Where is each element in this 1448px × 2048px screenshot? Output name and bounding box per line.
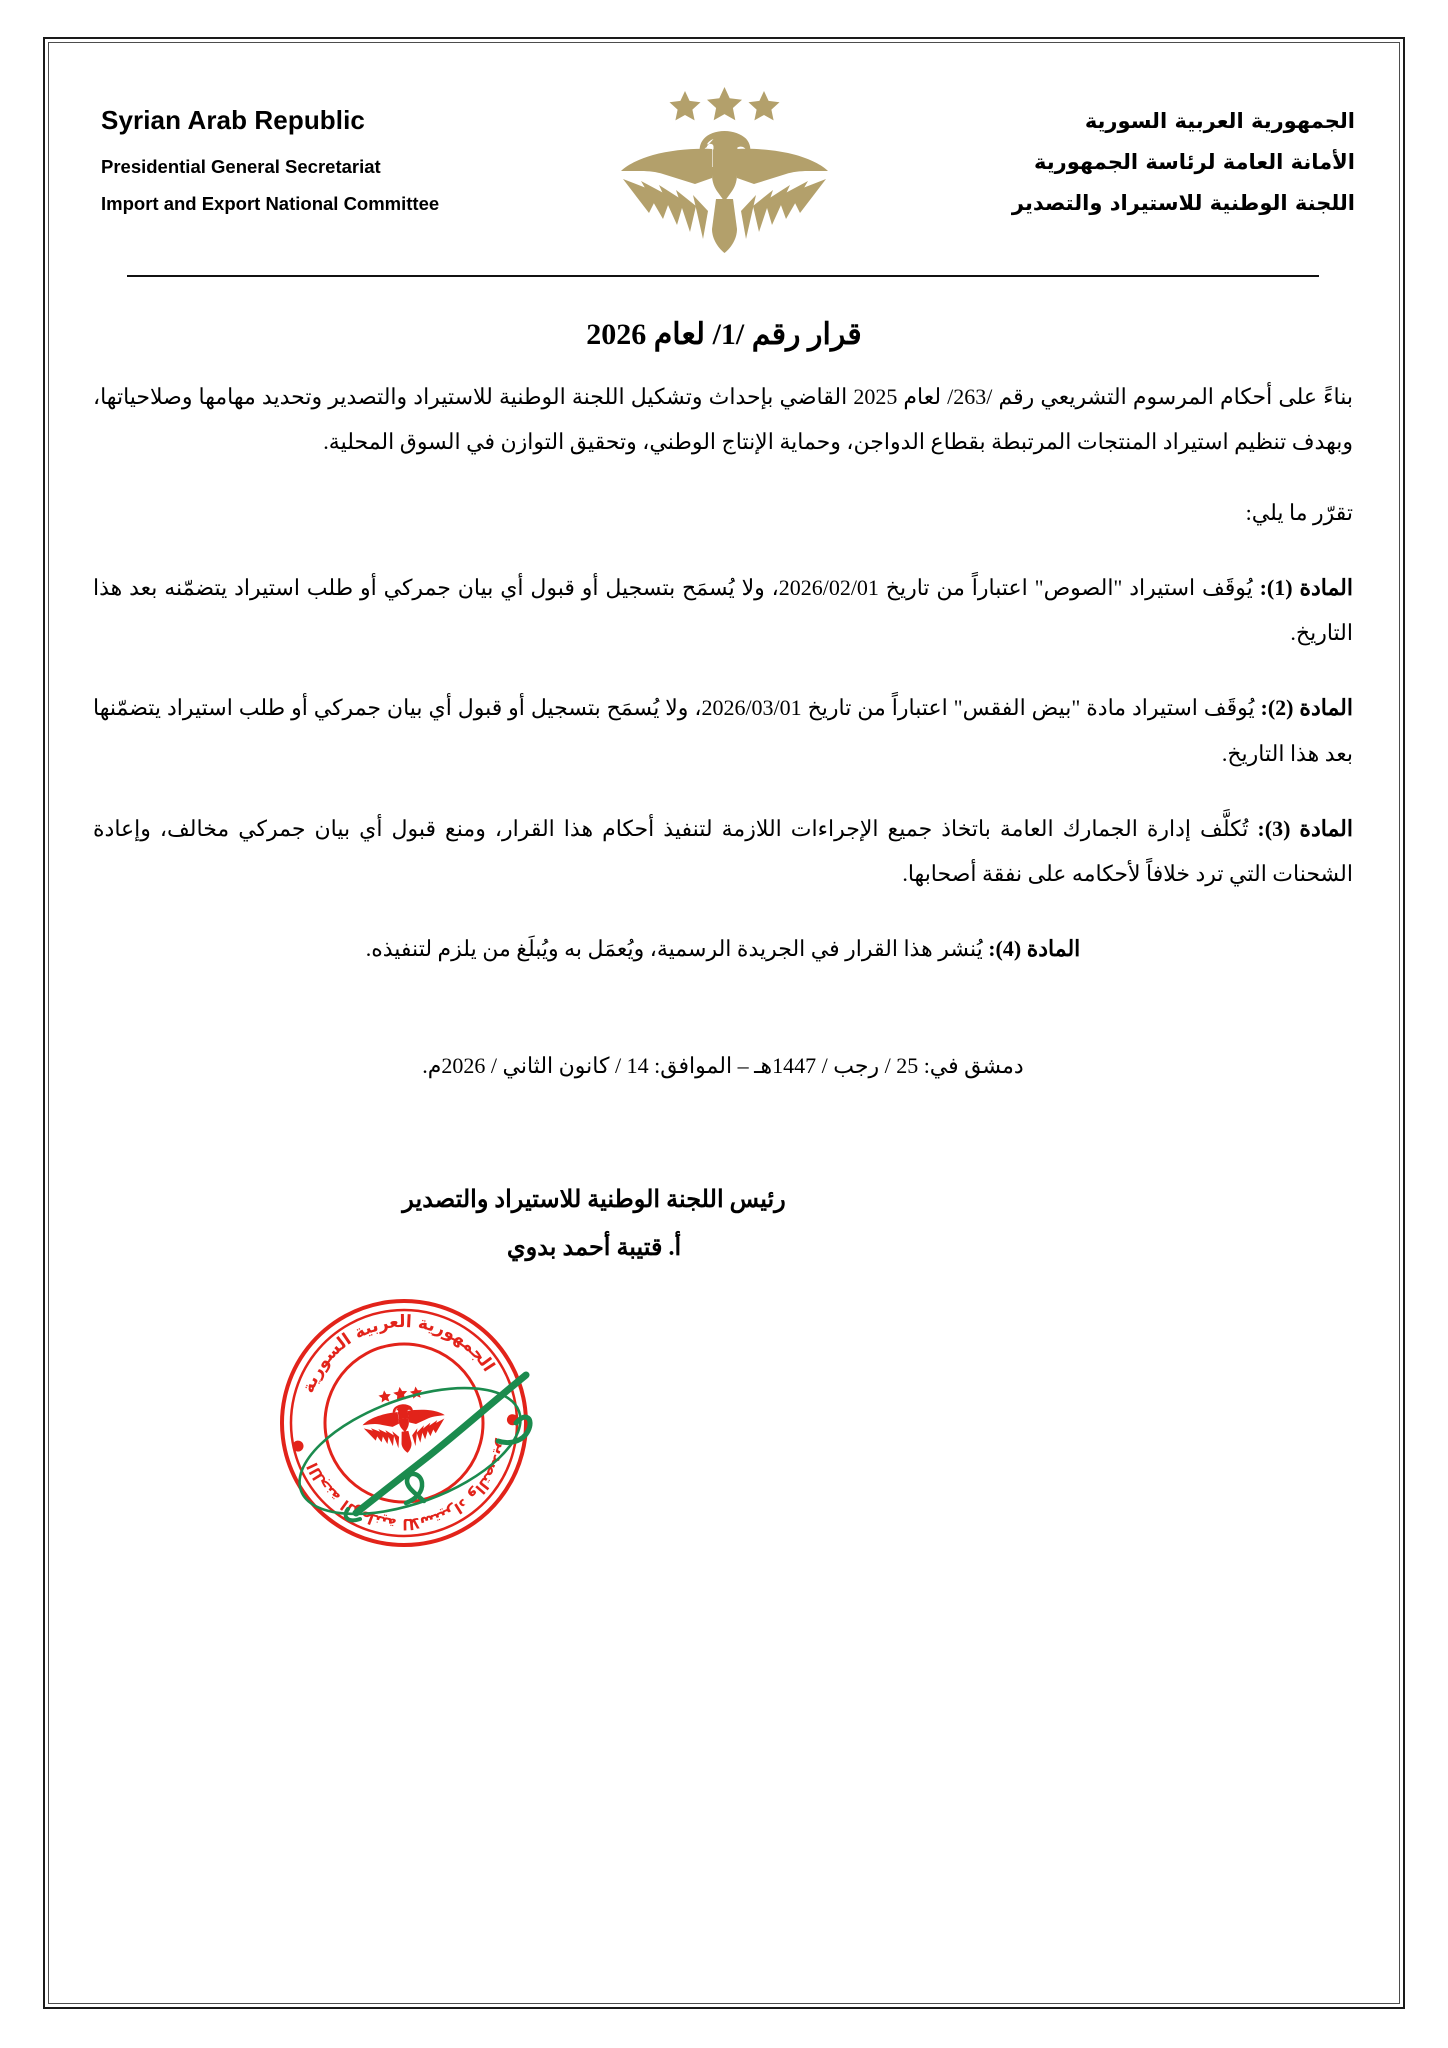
article-3-label: المادة (3):	[1257, 815, 1353, 841]
header-divider	[127, 275, 1319, 277]
article-2-text: يُوقَف استيراد مادة "بيض الفقس" اعتباراً من تاريخ 2026/03/01، ولا يُسمَح بتسجيل أو قبول أي بيان جمركي أو طلب استيراد يتضمّنها بعد هذا التاريخ.	[93, 695, 1353, 766]
dateline: دمشق في: 25 / رجب / 1447هـ – الموافق: 14 / كانون الثاني / 2026م.	[422, 1052, 1024, 1078]
article-2	[93, 685, 1353, 775]
org-name-en: Syrian Arab Republic	[101, 105, 365, 135]
page-content	[45, 39, 1403, 2007]
official-red-seal	[264, 1283, 544, 1563]
org-department-en: Presidential General Secretariat	[101, 156, 381, 177]
signature-block	[0, 1178, 1239, 1271]
seal-text-bottom: اللجنة الوطنية للاستيراد والتصدير	[303, 1438, 513, 1533]
article-4-text: يُنشر هذا القرار في الجريدة الرسمية، ويُعمَل به ويُبلَغ من يلزم لتنفيذه.	[365, 935, 989, 961]
article-4	[93, 926, 1353, 971]
letterhead	[79, 61, 1369, 261]
article-1-label: المادة (1):	[1259, 575, 1353, 601]
article-4-label: المادة (4):	[988, 935, 1081, 961]
signatory-name: أ. قتيبة أحمد بدوي	[506, 1235, 682, 1262]
article-1-text: يُوقَف استيراد "الصوص" اعتباراً من تاريخ 2026/02/01، ولا يُسمَح بتسجيل أو قبول أي بيان جمركي أو طلب استيراد يتضمّنه بعد هذا التاريخ.	[93, 575, 1353, 646]
org-name-ar: الجمهورية العربية السورية	[1084, 109, 1355, 133]
org-committee-en: Import and Export National Committee	[101, 193, 440, 214]
letterhead-arabic	[939, 79, 1369, 224]
page-frame	[43, 37, 1405, 2009]
article-2-label: المادة (2):	[1260, 695, 1353, 721]
org-committee-ar: اللجنة الوطنية للاستيراد والتصدير	[1011, 190, 1355, 215]
seal-text-top: الجمهورية العربية السورية	[298, 1311, 499, 1396]
stamp-area	[79, 1277, 1369, 1577]
preamble-paragraph: بناءً على أحكام المرسوم التشريعي رقم /263/ لعام 2025 القاضي بإحداث وتشكيل اللجنة الوطنية للاستيراد والتصدير وتحديد مهامها وصلاحياتها، وبهدف تنظيم استيراد المنتجات المرتبطة بقطاع الدواجن، وحماية الإنتاج الوطني، وتحقيق التوازن في السوق المحلية.	[93, 384, 1353, 455]
syrian-eagle-emblem	[617, 87, 832, 265]
emblem-container	[604, 79, 844, 265]
decides-line: تقرّر ما يلي:	[1245, 500, 1353, 526]
article-1	[93, 565, 1353, 655]
org-department-ar: الأمانة العامة لرئاسة الجمهورية	[1034, 149, 1355, 174]
page-title: قرار رقم /1/ لعام 2026	[586, 318, 862, 351]
signatory-title: رئيس اللجنة الوطنية للاستيراد والتصدير	[402, 1187, 786, 1214]
document-body	[79, 374, 1369, 1088]
article-3-text: تُكلَّف إدارة الجمارك العامة باتخاذ جميع الإجراءات اللازمة لتنفيذ أحكام هذا القرار، ومنع قبول أي بيان جمركي مخالف، وإعادة الشحنات التي ترد خلافاً لأحكامه على نفقة أصحابها.	[93, 815, 1353, 886]
letterhead-english	[79, 79, 509, 215]
svg-text:الجمهورية العربية السورية	[290, 1300, 499, 1398]
article-3	[93, 806, 1353, 896]
